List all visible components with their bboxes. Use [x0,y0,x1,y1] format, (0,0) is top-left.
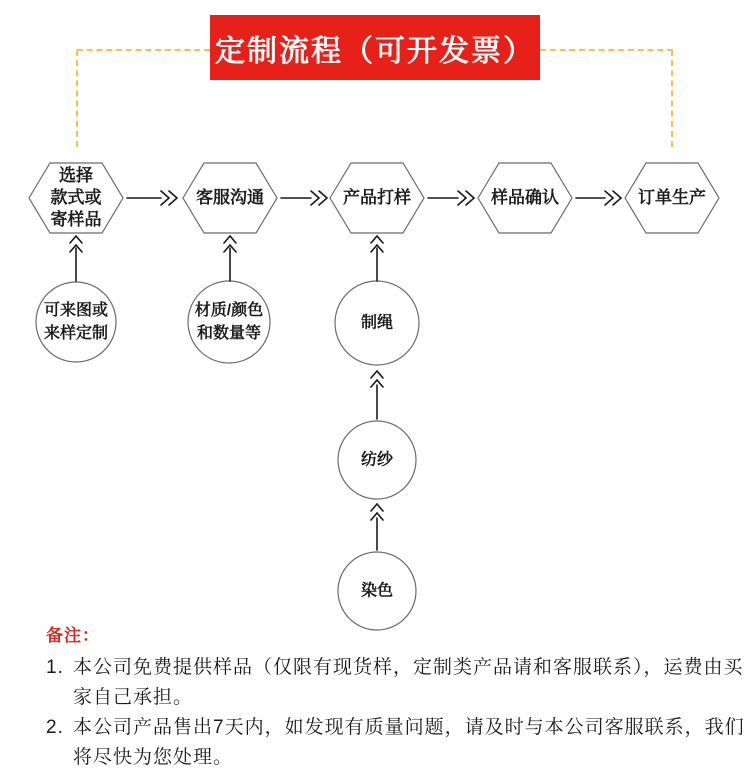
arrow-dye-to-spin [371,504,383,550]
banner-title: 定制流程（可开发票） [215,34,535,68]
step-label-sampling: 产品打样 [343,188,411,207]
step-label-choose-style: 选择 款式或 寄样品 [50,166,102,229]
step-label-sample-confirm: 样品确认 [491,188,559,207]
arrow-step3-to-step4 [428,191,474,205]
arrow-circle1-to-step1 [70,236,82,281]
note-item-1 [46,653,746,713]
note-number: 1. [46,657,64,678]
arrow-rope-to-step3 [371,236,383,281]
arrow-step2-to-step3 [281,191,327,205]
notes-heading: 备注： [46,626,100,645]
input-label-dyeing: 染色 [360,582,394,600]
arrow-circle2-to-step2 [224,236,236,281]
note-text: 本公司免费提供样品（仅限有现货样，定制类产品请和客服联系），运费由买家自己承担。 [73,657,744,708]
arrow-spin-to-rope [371,371,383,419]
step-label-order-production: 订单生产 [638,188,706,207]
input-label-custom-by-image: 可来图或 来样定制 [43,302,109,342]
arrow-step4-to-step5 [576,191,621,205]
input-label-spinning: 纺纱 [360,451,394,469]
step-label-customer-service: 客服沟通 [196,188,264,207]
note-item-2 [46,713,746,768]
note-text: 本公司产品售出7天内，如发现有质量问题，请及时与本公司客服联系，我们将尽快为您处理。 [73,717,745,768]
arrow-step1-to-step2 [127,191,177,205]
notes-section [46,621,746,768]
input-label-material-color: 材质/颜色 和数量等 [194,302,264,342]
note-number: 2. [46,717,64,738]
input-label-rope-making: 制绳 [360,314,394,332]
